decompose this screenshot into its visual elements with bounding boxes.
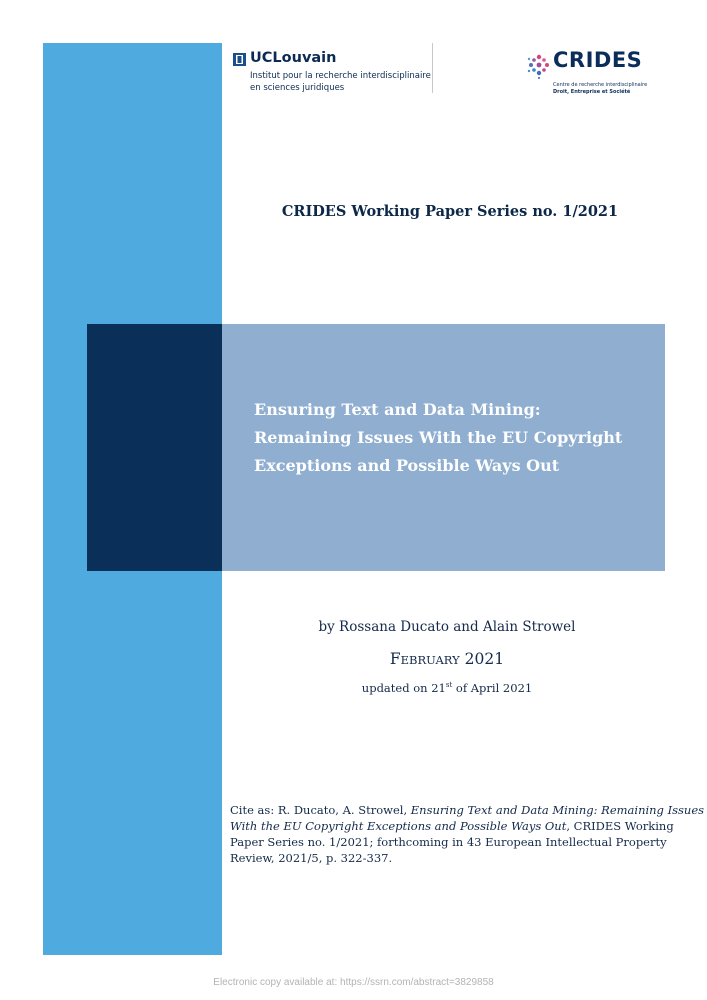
logo-divider: [432, 43, 433, 93]
crides-subtitle-line: Centre de recherche interdisciplinaire: [553, 82, 648, 88]
series-heading: CRIDES Working Paper Series no. 1/2021: [281, 203, 619, 220]
citation-series: , CRIDES Working: [566, 819, 674, 833]
title-line: Exceptions and Possible Ways Out: [254, 456, 560, 475]
updated-ordinal: st: [445, 681, 453, 690]
citation-line: Review, 2021/5, p. 322-337.: [230, 851, 393, 865]
uclouvain-subtitle: [250, 70, 450, 94]
crides-dots-icon: [527, 53, 553, 79]
uclouvain-mark-icon: [233, 53, 246, 66]
uclouvain-subtitle-line: Institut pour la recherche interdisciplinaire: [250, 71, 431, 81]
citation-line: [230, 818, 674, 834]
uclouvain-name: UCLouvain: [250, 50, 337, 66]
citation-line: Paper Series no. 1/2021; forthcoming in 43 European Intellectual Property: [230, 835, 667, 849]
ssrn-footer: Electronic copy available at: https://ssrn.com/abstract=3829858: [213, 977, 494, 988]
citation-line: [230, 802, 705, 818]
crides-subtitle-line: Droit, Entreprise et Société: [553, 89, 631, 95]
title-dark-block: [87, 324, 222, 571]
updated-line: [260, 681, 634, 695]
citation-prefix: Cite as: R. Ducato, A. Strowel,: [230, 803, 411, 817]
publication-date: [260, 650, 634, 668]
title-line: Remaining Issues With the EU Copyright: [254, 428, 623, 447]
date-month-rest: EBRUARY: [400, 653, 460, 667]
date-month-initial: F: [389, 650, 401, 668]
citation-title-part: With the EU Copyright Exceptions and Possible Ways Out: [230, 819, 567, 833]
crides-subtitle: [553, 82, 683, 96]
authors-line: by Rossana Ducato and Alain Strowel: [318, 619, 576, 635]
paper-title: [254, 396, 659, 480]
title-line: Ensuring Text and Data Mining:: [254, 400, 541, 419]
date-year: 2021: [464, 650, 505, 668]
citation-title-part: Ensuring Text and Data Mining: Remaining Issues: [410, 803, 705, 817]
updated-prefix: updated on 21: [361, 681, 446, 695]
updated-suffix: of April 2021: [452, 681, 533, 695]
crides-name: CRIDES: [553, 48, 643, 72]
citation-block: [230, 802, 705, 866]
uclouvain-subtitle-line: en sciences juridiques: [250, 83, 345, 93]
